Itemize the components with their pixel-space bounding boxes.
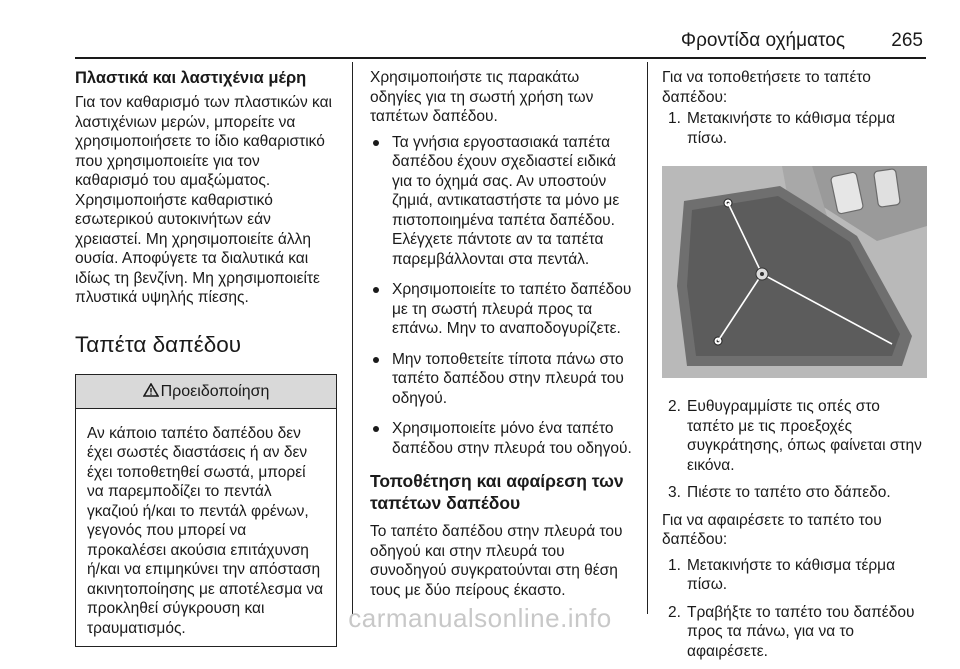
install-intro: Για να τοποθετήσετε το ταπέτο δαπέδου: [662,69,871,106]
list-item: Χρησιμοποιείτε μόνο ένα ταπέτο δαπέδου στην πλευρά του οδηγού. [370,419,633,458]
warning-text: Αν κάποιο ταπέτο δαπέδου δεν έχει σωστές διαστάσεις ή αν δεν έχει τοποθετηθεί σωστά, μπορεί να παρεμποδίζει το πεντάλ γκαζιού ή/και το πεντάλ φρένων, γεγονός που μπορεί να προκαλέσει ακούσια επιτάχυνση ή/και να επιμηκύνει την απόσταση ακινητοποίησης με αποτέλεσμα να προκληθεί σύγκρουση και τραυματισμός. [87,424,324,637]
column-divider-2 [647,62,648,614]
list-item: 1. Μετακινήστε το κάθισμα τέρμα πίσω. [668,556,896,593]
column-2 [370,62,633,600]
header-title: Φροντίδα οχήματος [680,30,845,51]
usage-bullet-list [370,133,633,459]
plastics-paragraph: Για τον καθαρισμό των πλαστικών και λαστιχένιων μερών, μπορείτε να χρησιμοποιήσετε το ίδιο καθαριστικό που χρησιμοποιείτε για τον καθαρισμό του αμαξώματος. Χρησιμοποιήστε καθαριστικό εσωτερικού αυτοκινήτων εάν χρειαστεί. Μη χρησιμοποιείτε άλλη ουσία. Αποφύγετε τα διαλυτικά και ιδίως τη βενζίνη. Μη χρησιμοποιείτε πλυστικά υψηλής πίεσης. [75,94,332,306]
column-divider-1 [352,62,353,614]
column-3 [662,62,927,669]
warning-triangle-icon [143,383,159,397]
list-item: Χρησιμοποιείτε το ταπέτο δαπέδου με τη σωστή πλευρά προς τα επάνω. Μην το αναποδογυρίζετε. [370,280,633,339]
column-1 [75,62,337,647]
usage-intro: Χρησιμοποιήστε τις παρακάτω οδηγίες για τη σωστή χρήση των ταπέτων δαπέδου. [370,69,594,125]
install-remove-heading: Τοποθέτηση και αφαίρεση των ταπέτων δαπέδου [370,471,624,513]
list-item: Τα γνήσια εργοστασιακά ταπέτα δαπέδου έχουν σχεδιαστεί ειδικά για το όχημά σας. Αν υποστούν ζημιά, αντικαταστήστε τα μόνο με πιστοποιημένα ταπέτα δαπέδου. Ελέγχετε πάντοτε αν τα ταπέτα παρεμβάλλονται στα πεντάλ. [370,133,633,270]
install-remove-paragraph: Το ταπέτο δαπέδου στην πλευρά του οδηγού και στην πλευρά του συνοδηγού συγκρατούνται στη θέση τους με δύο πείρους έκαστο. [370,523,623,599]
floor-mats-heading: Ταπέτα δαπέδου [75,331,242,357]
header-rule [75,57,926,59]
warning-header [76,375,336,409]
install-steps [662,109,927,148]
list-item: 2. Ευθυγραμμίστε τις οπές στο ταπέτο με τις προεξοχές συγκράτησης, όπως φαίνεται στην εικόνα. [668,398,922,474]
bullet-icon [373,357,379,363]
page-number: 265 [891,30,923,51]
install-steps-continued [662,397,927,503]
list-item: 3. Πιέστε το ταπέτο στο δάπεδο. [668,484,891,501]
bullet-icon [373,287,379,293]
list-item: 1. Μετακινήστε το κάθισμα τέρμα πίσω. [668,110,896,147]
remove-intro: Για να αφαιρέσετε το ταπέτο του δαπέδου: [662,511,882,548]
bullet-icon [373,426,379,432]
list-item: Μην τοποθετείτε τίποτα πάνω στο ταπέτο δαπέδου στην πλευρά του οδηγού. [370,350,633,409]
page-header [0,0,960,58]
bullet-icon [373,140,379,146]
watermark: carmanualsonline.info [348,603,612,633]
warning-title: Προειδοποίηση [160,382,270,400]
list-item: 2. Τραβήξτε το ταπέτο του δαπέδου προς τα πάνω, για να το αφαιρέσετε. [668,603,915,660]
section-title-plastics: Πλαστικά και λαστιχένια μέρη [75,69,307,87]
floor-mat-illustration [662,166,927,378]
